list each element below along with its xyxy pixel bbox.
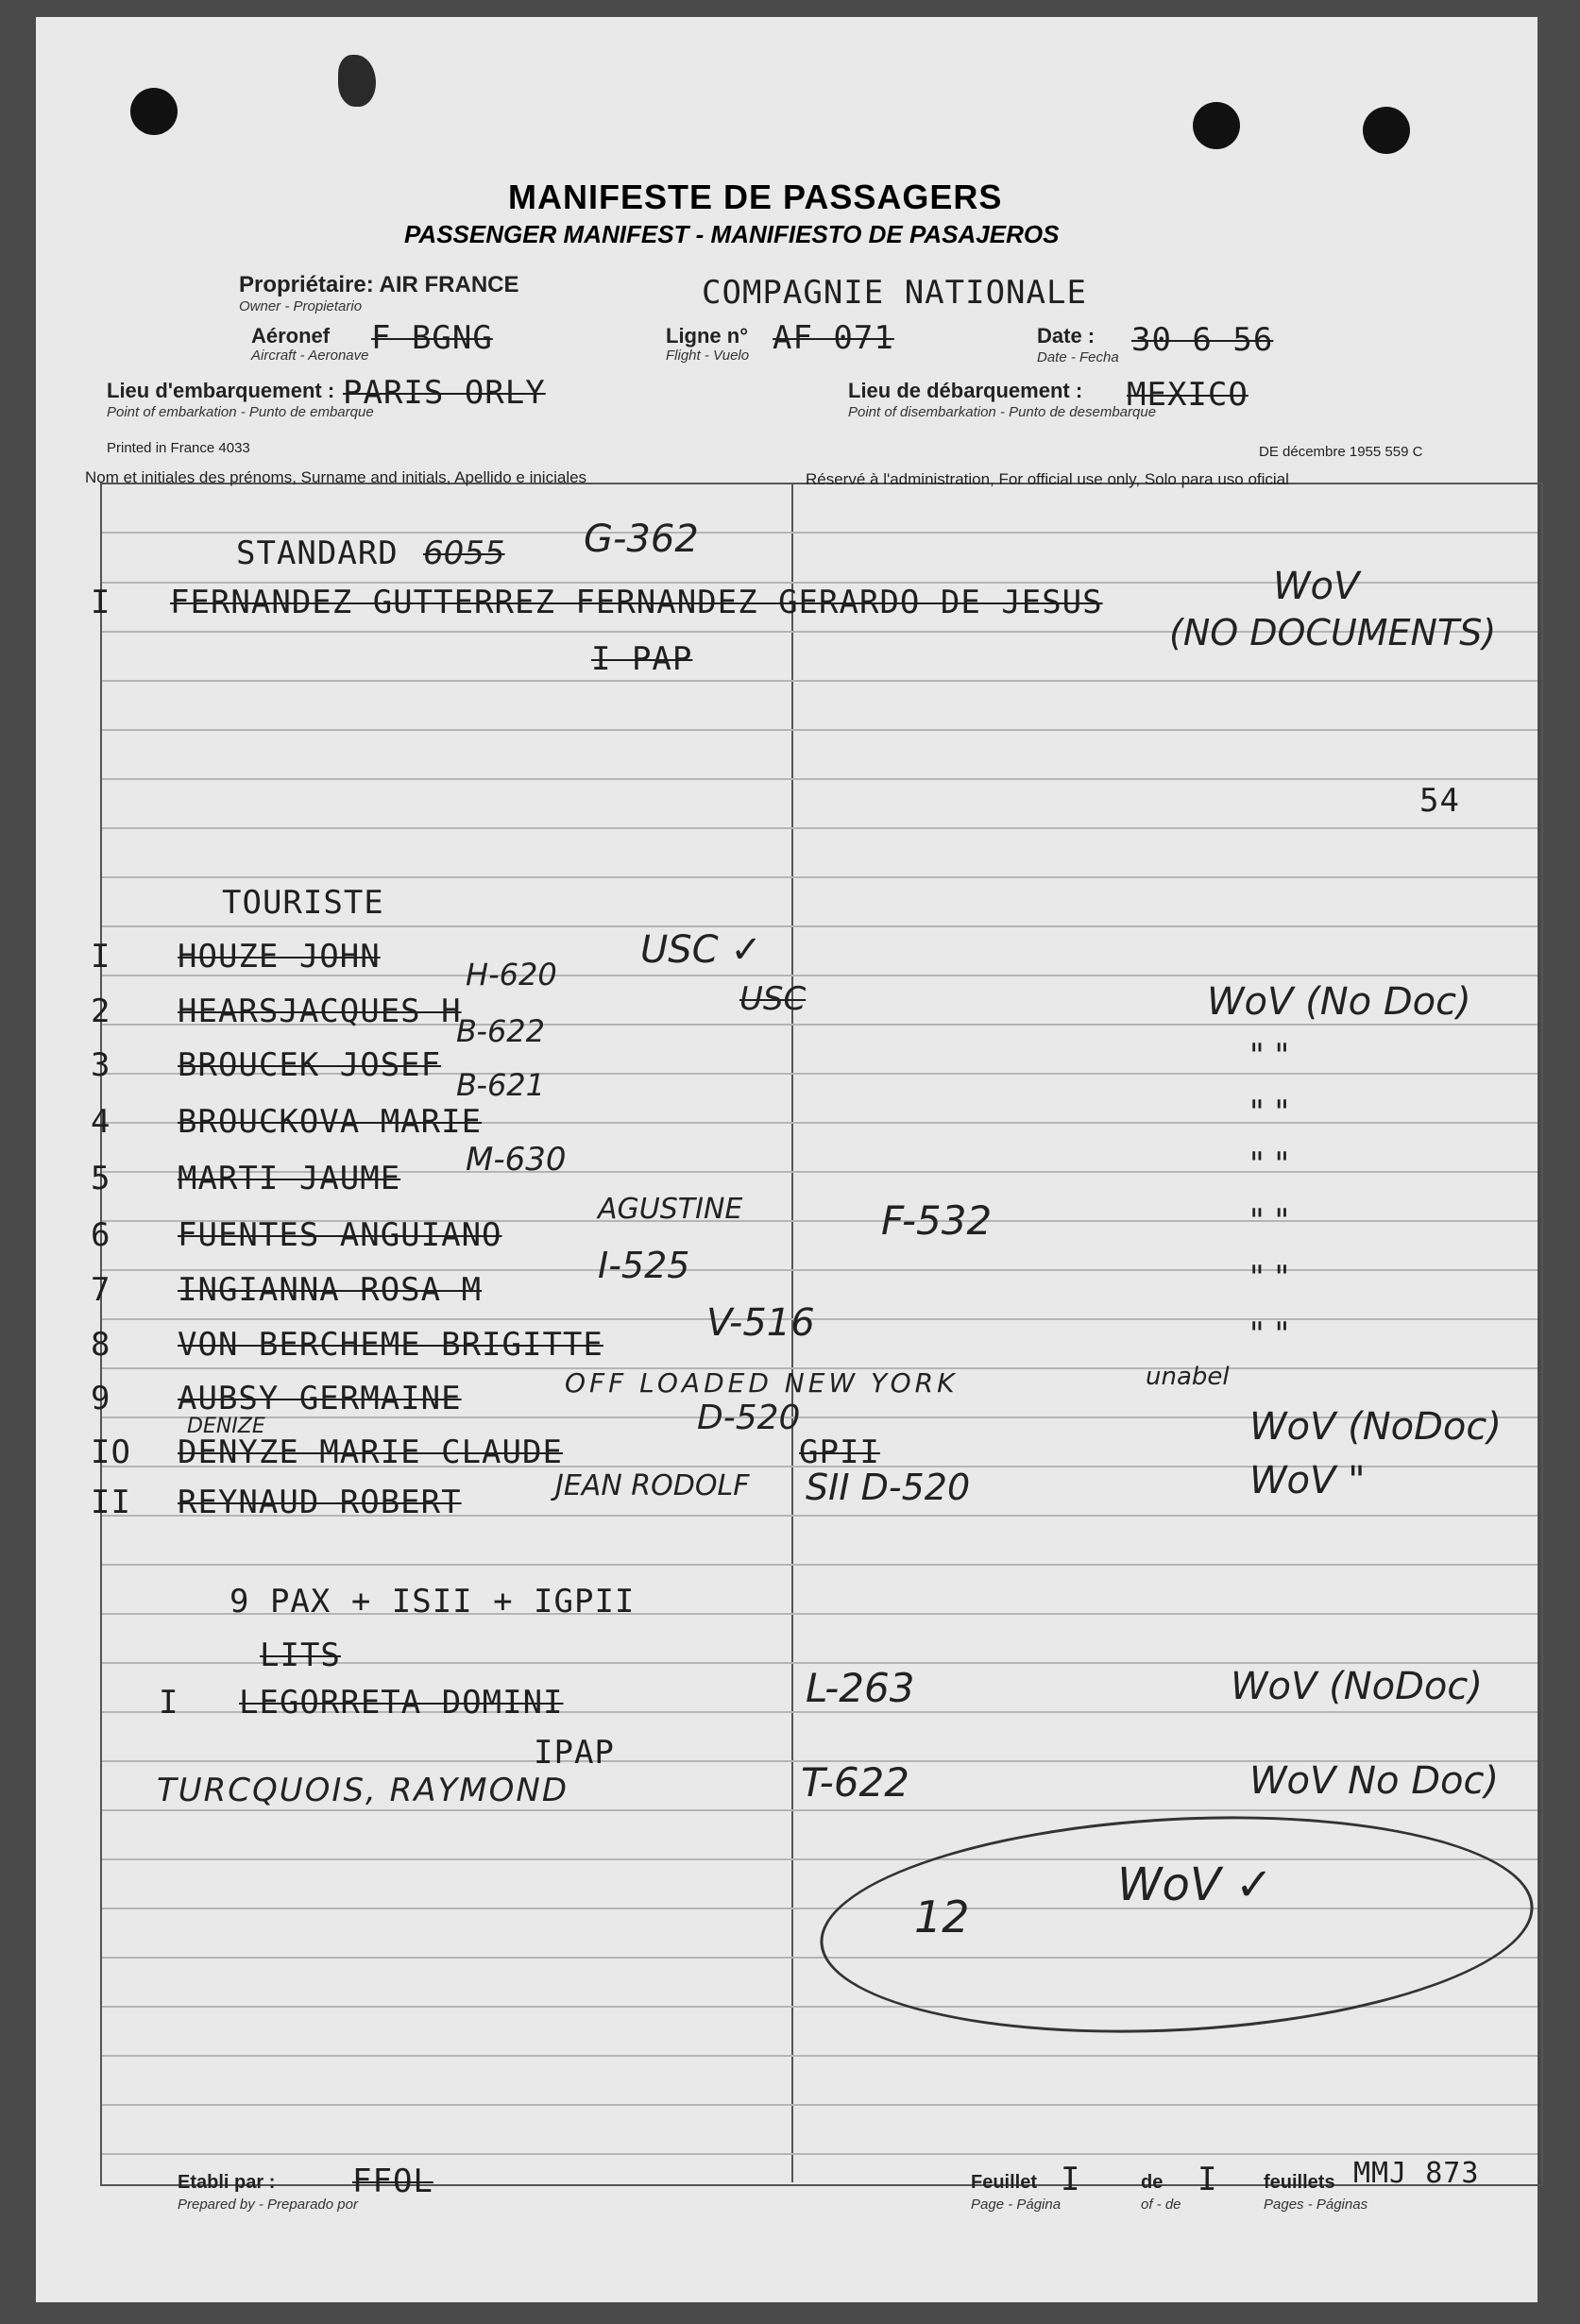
standard-entry-name: FERNANDEZ GUTTERREZ FERNANDEZ GERARDO DE JESUS: [170, 584, 1103, 621]
passenger-remark: WoV (NoDoc): [1249, 1405, 1502, 1449]
row-number: 5: [91, 1160, 111, 1197]
punch-hole-center: [1193, 102, 1240, 149]
edition-note: DE décembre 1955 559 C: [1259, 444, 1423, 460]
passenger-mark: F-532: [881, 1197, 993, 1244]
margin-number: 54: [1419, 782, 1460, 820]
printed-note: Printed in France 4033: [107, 440, 250, 456]
passenger-name: FUENTES ANGUIANO: [178, 1216, 502, 1254]
sheet-label: Feuillet: [971, 2172, 1038, 2193]
aircraft-sub: Aircraft - Aeronave: [251, 348, 369, 364]
passenger-name: MARTI JAUME: [178, 1160, 401, 1197]
reference-number: MMJ 873: [1353, 2157, 1480, 2190]
lits-pax: IPAP: [534, 1734, 615, 1772]
passenger-name: VON BERCHEME BRIGITTE: [178, 1326, 603, 1364]
passenger-remark-2: WoV ": [1249, 1459, 1366, 1502]
row-number: I: [91, 938, 111, 975]
standard-entry-note2: (NO DOCUMENTS): [1169, 612, 1497, 653]
lits-entry-name: LEGORRETA DOMINI: [239, 1684, 564, 1722]
passenger-mark: SII D-520: [806, 1467, 971, 1508]
manifest-title: MANIFESTE DE PASSAGERS: [508, 178, 1003, 216]
passenger-remark: " ": [1249, 1202, 1290, 1240]
lits-entry-remark: WoV (NoDoc): [1231, 1665, 1483, 1708]
prepared-label: Etabli par :: [178, 2172, 276, 2193]
date-sub: Date - Fecha: [1037, 349, 1119, 365]
passenger-name: AUBSY GERMAINE: [178, 1380, 462, 1417]
disembark-label: Lieu de débarquement :: [848, 379, 1083, 402]
lits-heading: LITS: [260, 1637, 341, 1674]
passenger-code: M-630: [466, 1141, 567, 1179]
passenger-name: DENYZE MARIE CLAUDE: [178, 1433, 563, 1471]
passenger-name: BROUCEK JOSEF: [178, 1046, 442, 1084]
passenger-code: D-520: [697, 1399, 801, 1437]
passenger-mark: USC: [739, 980, 807, 1018]
passenger-code: V-516: [706, 1301, 815, 1345]
passenger-code: B-622: [456, 1013, 546, 1049]
extra-passenger-remark: WoV No Doc): [1249, 1759, 1500, 1803]
passenger-code: H-620: [466, 957, 557, 992]
flight-label: Ligne n°: [666, 324, 749, 348]
passenger-name: REYNAUD ROBERT: [178, 1484, 462, 1521]
passenger-remark: OFF LOADED NEW YORK: [565, 1367, 959, 1399]
punch-hole-left: [130, 88, 178, 135]
passenger-remark: WoV (No Doc): [1207, 980, 1471, 1024]
torn-corner: [338, 55, 376, 107]
standard-pax: I PAP: [591, 640, 693, 678]
row-number: 2: [91, 992, 111, 1030]
passenger-remark: " ": [1249, 1315, 1290, 1353]
touriste-heading: TOURISTE: [222, 884, 384, 922]
denize-correction: DENIZE: [187, 1415, 265, 1438]
date-value: 30 6 56: [1131, 321, 1274, 359]
extra-passenger-code: T-622: [801, 1759, 909, 1806]
standard-entry-no: I: [91, 584, 111, 621]
circle-text: WoV ✓: [1117, 1858, 1274, 1911]
passenger-mark: USC ✓: [640, 928, 762, 972]
manifest-subtitle: PASSENGER MANIFEST - MANIFIESTO DE PASAJEROS: [404, 220, 1060, 248]
circle-count: 12: [914, 1891, 970, 1942]
sheets-label: feuillets: [1264, 2172, 1335, 2193]
prepared-sub: Prepared by - Preparado por: [178, 2197, 358, 2213]
row-number: 7: [91, 1271, 111, 1309]
flight-value: AF 071: [773, 319, 894, 357]
standard-heading-struck: 6055: [423, 534, 505, 572]
passenger-name: HOUZE JOHN: [178, 938, 381, 975]
standard-heading-hand: G-362: [584, 517, 699, 561]
sheet-sub: Page - Página: [971, 2197, 1062, 2213]
row-number: II: [91, 1484, 131, 1521]
row-number: 4: [91, 1103, 111, 1141]
touriste-total: 9 PAX + ISII + IGPII: [229, 1583, 636, 1620]
embark-label: Lieu d'embarquement :: [107, 379, 335, 402]
owner-label: Propriétaire: AIR FRANCE: [239, 272, 519, 297]
owner-sub: Owner - Propietario: [239, 298, 363, 314]
of-value: I: [1198, 2161, 1218, 2198]
passenger-name: BROUCKOVA MARIE: [178, 1103, 483, 1141]
embark-sub: Point of embarkation - Punto de embarque: [107, 404, 374, 420]
passenger-code: B-621: [456, 1067, 546, 1103]
aircraft-label: Aéronef: [251, 324, 331, 348]
row-number: IO: [91, 1433, 131, 1471]
passenger-name: INGIANNA ROSA M: [178, 1271, 483, 1309]
standard-heading: STANDARD: [236, 534, 399, 572]
passenger-mark: GPII: [799, 1433, 880, 1471]
row-number: 6: [91, 1216, 111, 1254]
left-column-header: Nom et initiales des prénoms, Surname and initials, Apellido e iniciales: [85, 468, 587, 486]
of-sub: of - de: [1141, 2197, 1181, 2213]
aircraft-value: F BGNG: [371, 319, 493, 357]
passenger-remark: JEAN RODOLF: [555, 1469, 750, 1502]
passenger-name: HEARSJACQUES H: [178, 992, 462, 1030]
flight-sub: Flight - Vuelo: [666, 348, 750, 364]
row-number: 9: [91, 1380, 111, 1417]
disembark-value: MEXICO: [1127, 376, 1249, 414]
manifest-page: [36, 17, 1538, 2302]
passenger-remark: " ": [1249, 1037, 1290, 1075]
disembark-sub: Point of disembarkation - Punto de desembarque: [848, 404, 1157, 420]
passenger-code: I-525: [598, 1245, 690, 1286]
row-number: 8: [91, 1326, 111, 1364]
passenger-mark: unabel: [1146, 1363, 1230, 1391]
standard-entry-note: WoV: [1273, 565, 1360, 608]
of-label: de: [1141, 2172, 1164, 2193]
row-number: 3: [91, 1046, 111, 1084]
passenger-remark: " ": [1249, 1094, 1290, 1131]
lits-entry-code: L-263: [806, 1665, 915, 1711]
extra-passenger-name: TURCQUOIS, RAYMOND: [157, 1772, 569, 1809]
company-name: COMPAGNIE NATIONALE: [702, 274, 1087, 312]
lits-entry-no: I: [159, 1684, 179, 1722]
date-label: Date :: [1037, 324, 1096, 348]
punch-hole-right: [1363, 107, 1410, 154]
right-column-header: Réservé à l'administration, For official use only, Solo para uso oficial: [806, 470, 1289, 488]
passenger-remark: " ": [1249, 1145, 1290, 1183]
sheet-value: I: [1061, 2161, 1081, 2198]
passenger-code: AGUSTINE: [598, 1193, 743, 1226]
embark-value: PARIS ORLY: [343, 374, 546, 412]
prepared-value: FFOL: [352, 2163, 433, 2200]
sheets-sub: Pages - Páginas: [1264, 2197, 1368, 2213]
passenger-remark: " ": [1249, 1259, 1290, 1297]
